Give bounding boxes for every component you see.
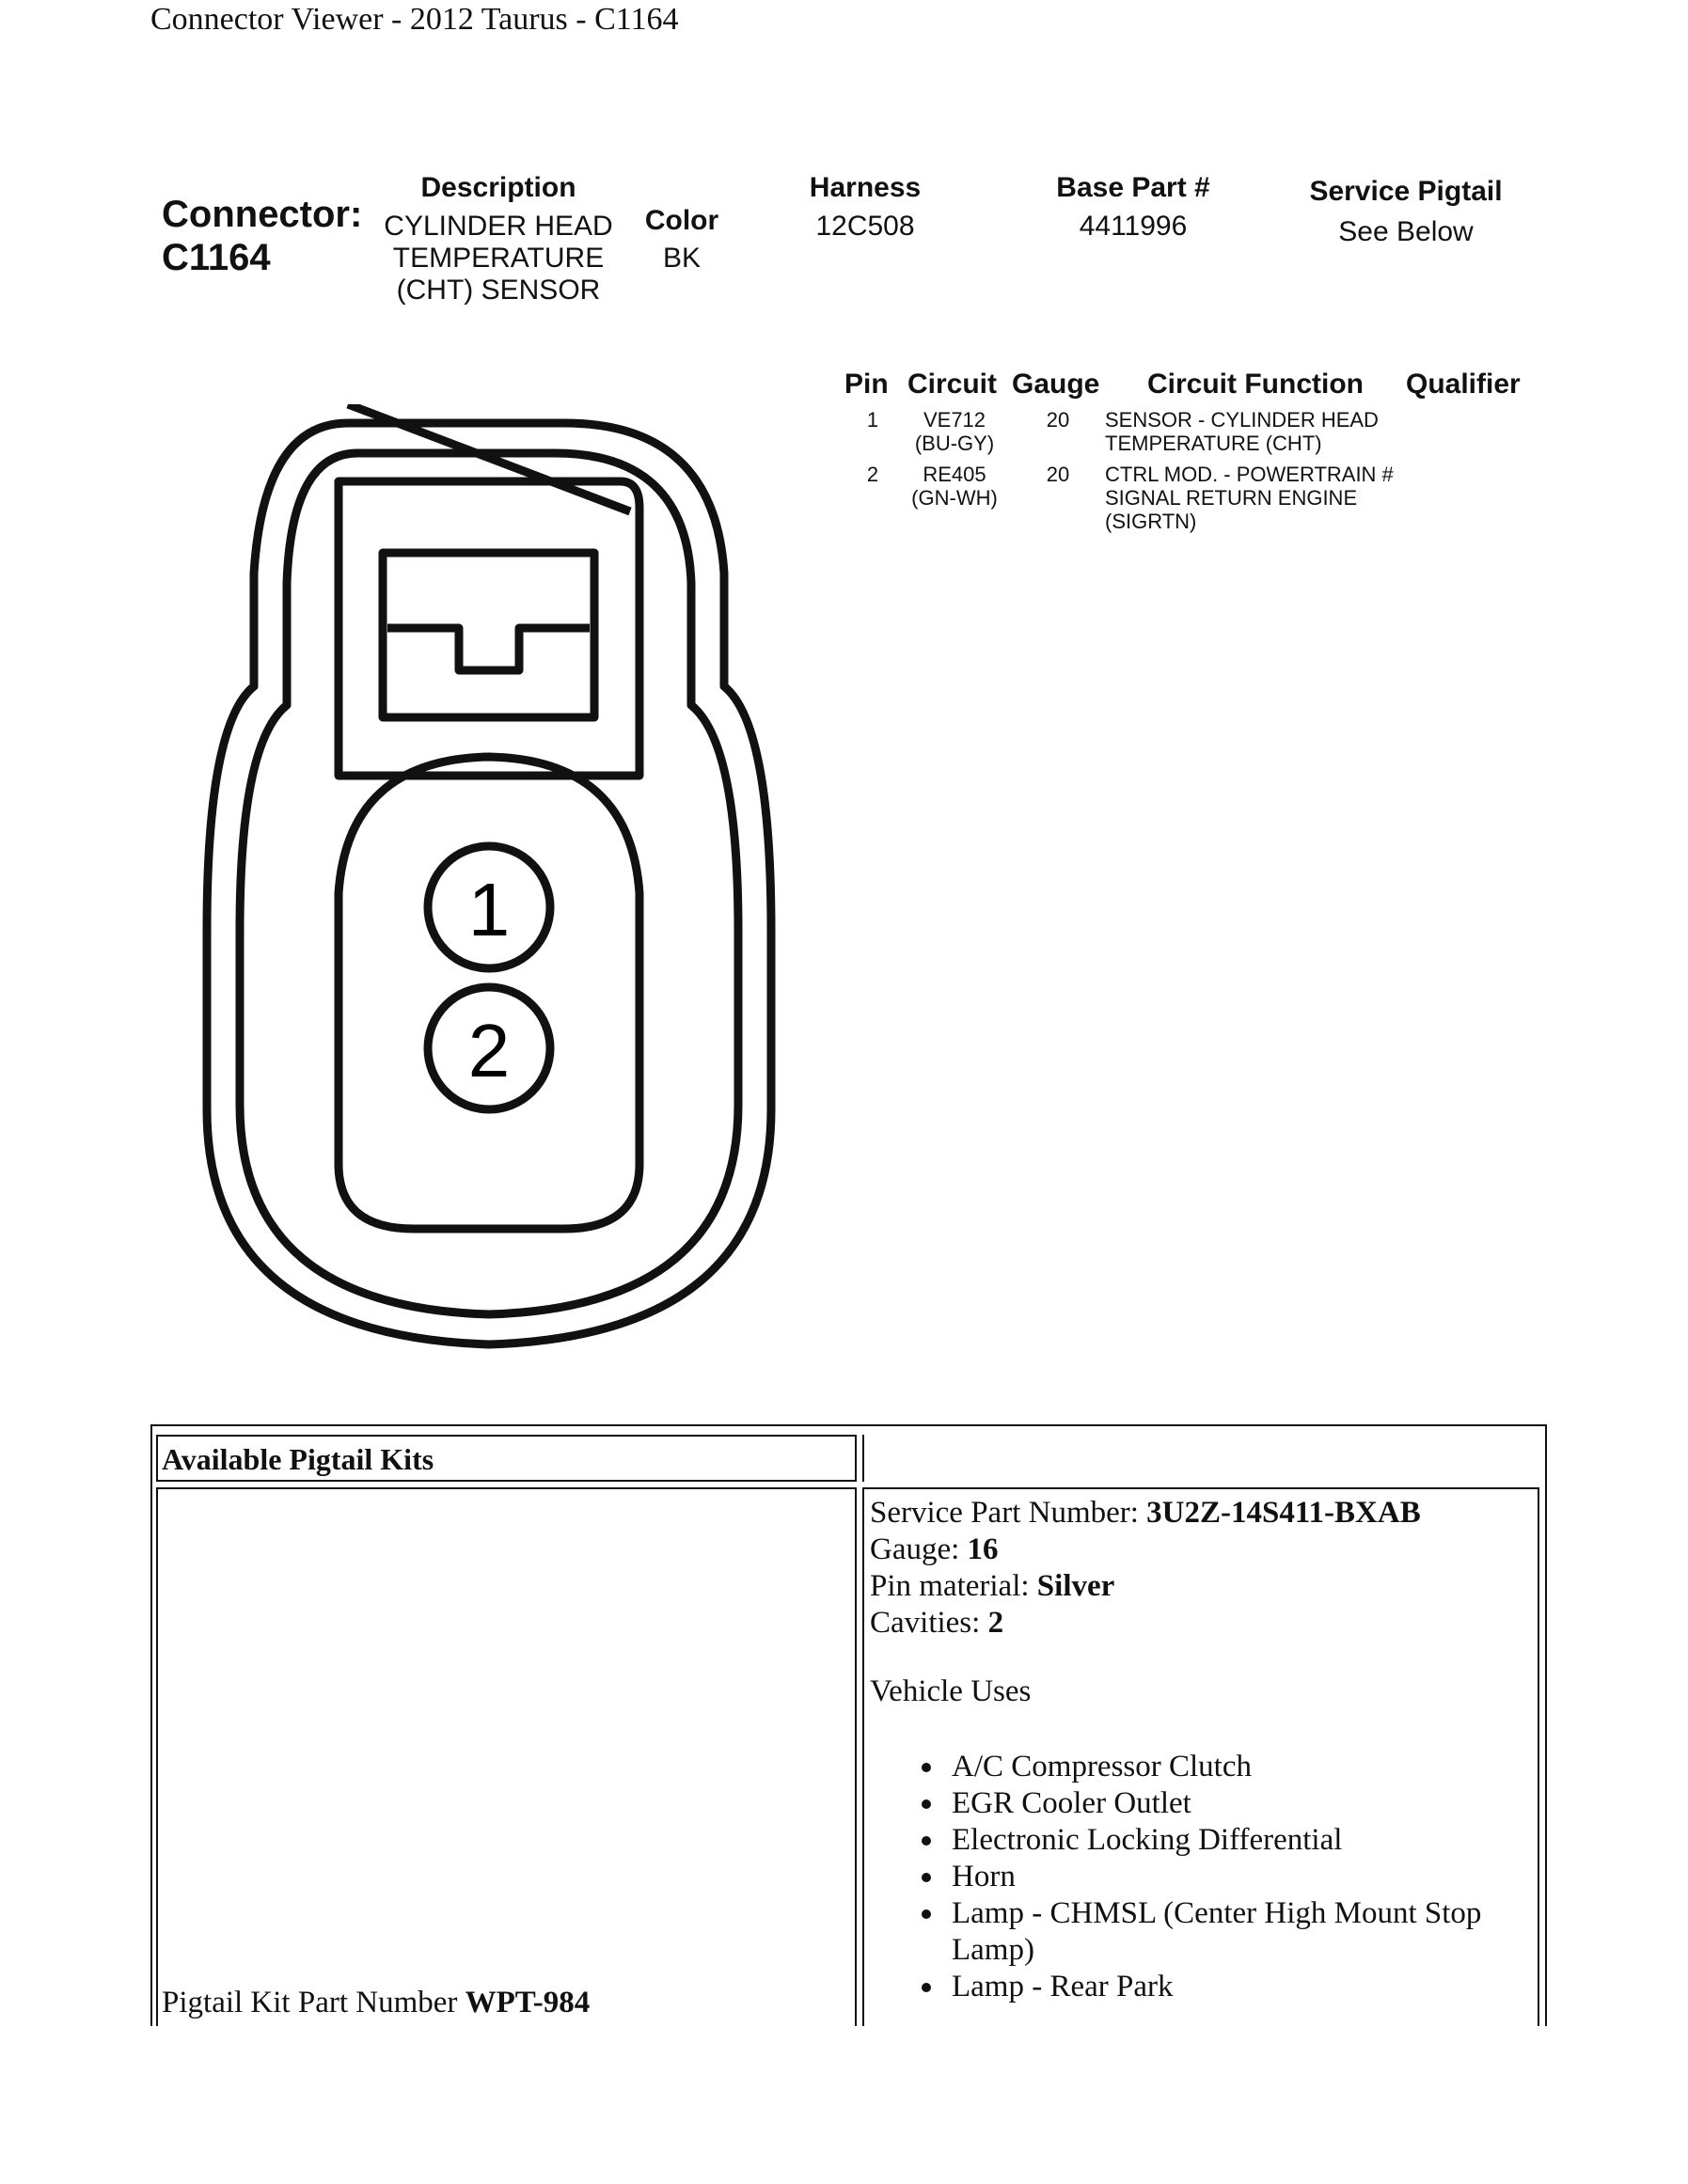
pin-header-qualifier: Qualifier [1406,369,1521,400]
bullet-icon [922,1799,931,1809]
pigtail-kit-part-number [162,1986,590,2020]
connector-label-line1: Connector: [162,194,363,235]
pin-header-circuit: Circuit [907,369,998,400]
pin-number: 2 [866,463,879,486]
description-line: TEMPERATURE [392,243,605,274]
circuit-color: (BU-GY) [914,432,995,455]
detail-value: Silver [1036,1569,1115,1603]
function-line: SENSOR - CYLINDER HEAD [1105,408,1379,432]
pin-header-function: Circuit Function [1147,369,1364,400]
detail-value: 2 [987,1606,1004,1640]
connector-label-line2: C1164 [162,237,271,278]
bullet-icon [922,1909,931,1919]
pin-function [1105,408,1415,455]
vehicle-use-text: Lamp - Rear Park [952,1970,1174,2003]
detail-label: Cavities: [870,1606,988,1640]
color-value: BK [662,243,702,274]
function-line: SIGNAL RETURN ENGINE [1105,486,1358,510]
vehicle-uses-title: Vehicle Uses [870,1674,1032,1708]
detail-value: 16 [967,1532,999,1566]
pin-circuit [898,408,1011,455]
vehicle-use-item [903,1785,1533,1822]
pin-gauge: 20 [1046,408,1070,432]
pin-circuit [898,463,1011,510]
vehicle-use-item [903,1749,1533,1785]
harness-value: 12C508 [815,211,915,242]
bullet-icon [922,1836,931,1846]
vehicle-use-item [903,1895,1533,1969]
description-label: Description [420,172,576,203]
service-part-number-line [870,1495,1421,1532]
circuit-id: RE405 [923,463,986,486]
pin-header-pin: Pin [844,369,889,400]
pin-function [1105,463,1415,533]
vehicle-use-text: Electronic Locking Differential [952,1823,1343,1857]
page-title: Connector Viewer - 2012 Taurus - C1164 [150,2,679,37]
vehicle-uses-list [903,1749,1533,2005]
connector-cavity-body [339,757,639,1229]
kit-part-value: WPT-984 [465,1986,591,2019]
harness-label: Harness [809,172,922,203]
color-label: Color [644,205,719,236]
description-line: (CHT) SENSOR [396,275,601,306]
description-line: CYLINDER HEAD [384,211,613,242]
bullet-icon [922,1983,931,1992]
vehicle-use-text: Lamp - CHMSL (Center High Mount Stop Lamp) [952,1896,1482,1967]
kit-part-prefix: Pigtail Kit Part Number [162,1986,465,2019]
vehicle-use-text: A/C Compressor Clutch [952,1750,1252,1783]
pin-material-line [870,1568,1421,1605]
function-line: TEMPERATURE (CHT) [1105,432,1322,455]
pin-number: 1 [866,408,879,432]
bullet-icon [922,1763,931,1772]
pin-gauge: 20 [1046,463,1070,486]
pigtail-kit-image-cell [156,1487,857,2026]
base-part-value: 4411996 [1079,211,1188,242]
gauge-line [870,1532,1421,1568]
pin-2-label: 2 [467,1009,511,1092]
pin-1-label: 1 [467,868,511,951]
detail-label: Service Part Number: [870,1496,1147,1530]
connector-latch-window [383,553,594,717]
function-line: (SIGRTN) [1105,510,1197,533]
cavities-line [870,1605,1421,1642]
pigtail-kits-header-right [862,1435,1539,1482]
connector-face-diagram [188,404,790,1373]
function-line: CTRL MOD. - POWERTRAIN # [1105,463,1394,486]
connector-latch-notch [387,628,590,670]
base-part-label: Base Part # [1056,172,1210,203]
detail-value: 3U2Z-14S411-BXAB [1146,1496,1421,1530]
detail-label: Pin material: [870,1569,1037,1603]
pigtail-details [870,1495,1421,1642]
vehicle-use-text: Horn [952,1860,1016,1893]
circuit-id: VE712 [923,408,986,432]
bullet-icon [922,1873,931,1882]
connector-label [162,193,362,279]
circuit-color: (GN-WH) [911,486,998,510]
pigtail-kits-title: Available Pigtail Kits [162,1442,434,1476]
description-value [376,211,621,306]
vehicle-use-item [903,1822,1533,1859]
service-pigtail-value: See Below [1338,216,1474,247]
pin-header-gauge: Gauge [1012,369,1100,400]
service-pigtail-label: Service Pigtail [1309,176,1503,207]
vehicle-use-item [903,1969,1533,2005]
vehicle-use-item [903,1859,1533,1895]
vehicle-use-text: EGR Cooler Outlet [952,1786,1191,1820]
detail-label: Gauge: [870,1532,968,1566]
